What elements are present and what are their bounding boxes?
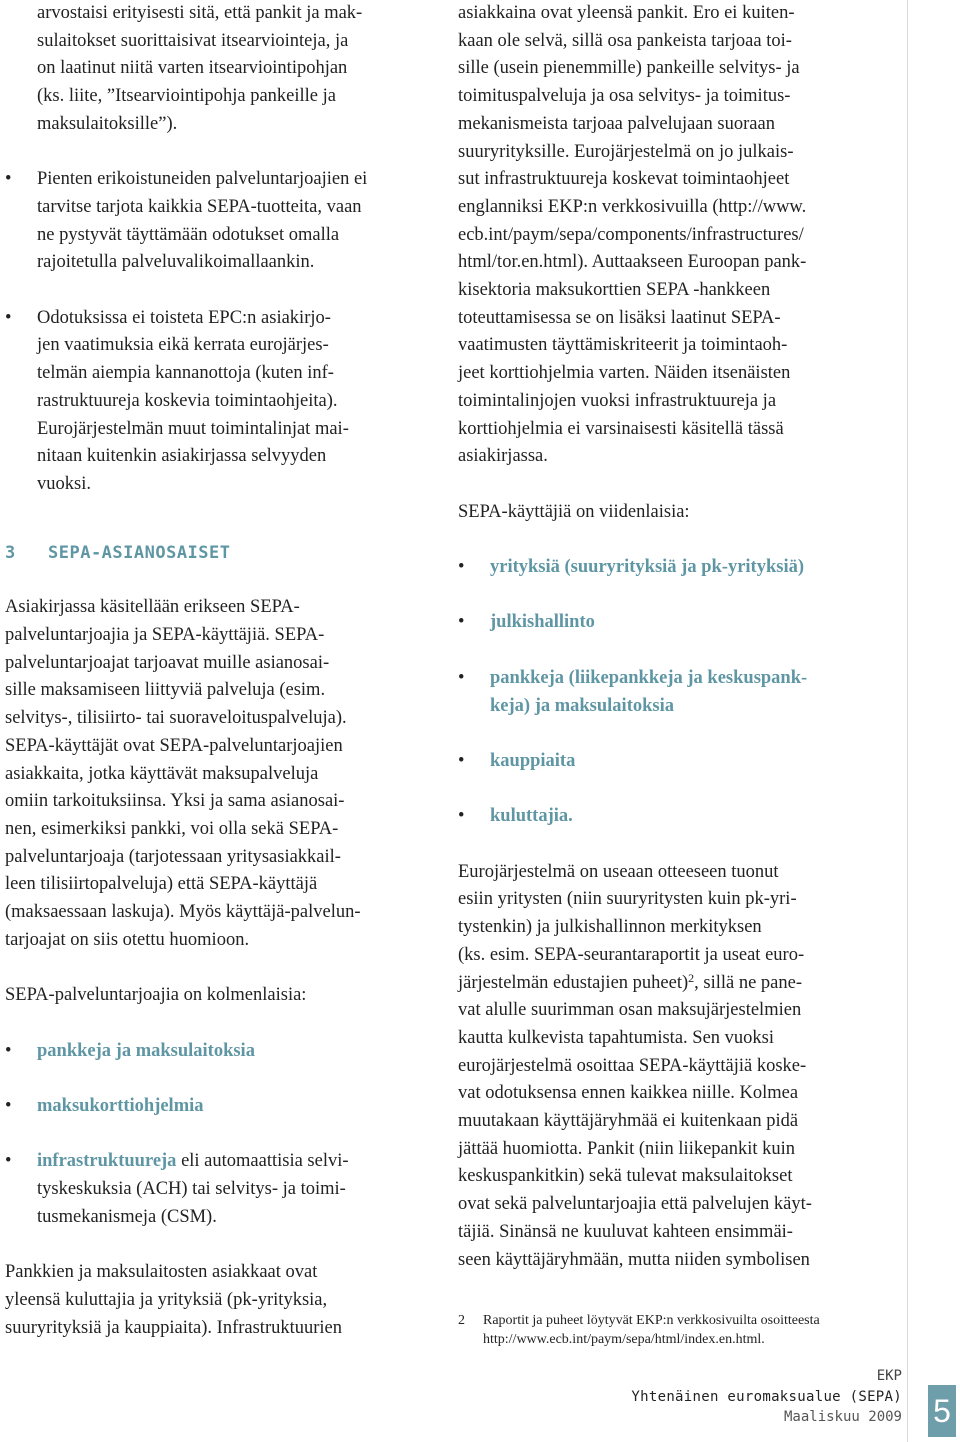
- paragraph-infrastructure-customers: [458, 0, 886, 471]
- text-line: ne pystyvät täyttämään odotukset omalla: [37, 224, 340, 245]
- text-line: mekanismeista tarjoaa palvelujaan suoraan: [458, 113, 775, 134]
- provider-description: eli automaattisia selvi-: [176, 1151, 349, 1172]
- provider-label: maksukorttiohjelmia: [37, 1095, 204, 1116]
- text-line: Odotuksissa ei toisteta EPC:n asiakirjo-: [37, 307, 331, 328]
- bullet-icon: •: [458, 750, 465, 771]
- section-title: SEPA-ASIANOSAISET: [48, 542, 231, 563]
- section-heading: [5, 540, 435, 568]
- text-line: esiin yritysten (niin suuryritysten kuin pk-yri-: [458, 889, 797, 910]
- footer-org: EKP: [876, 1368, 902, 1384]
- text-line: (ks. liite, ”Itsearviointipohja pankeille ja: [37, 86, 336, 107]
- text-line: telmän aiempia kannanottoja (kuten inf-: [37, 363, 334, 384]
- text-line: ecb.int/paym/sepa/components/infrastructures/: [458, 224, 804, 245]
- page-number: 5: [928, 1385, 956, 1437]
- footer-date: Maaliskuu 2009: [783, 1409, 902, 1425]
- text-line: toimintalinjojen vuoksi infrastruktuureja ja: [458, 390, 777, 411]
- text-line: vat alulle suurimman osan maksujärjestelmien: [458, 1000, 802, 1021]
- text-line: vuoksi.: [37, 473, 91, 494]
- provider-label: infrastruktuureja: [37, 1151, 177, 1172]
- text-line: sut infrastruktuureja koskevat toimintaohjeet: [458, 169, 790, 190]
- text-line: tystenkin) ja julkishallinnon merkityksen: [458, 917, 762, 938]
- text-line: muutakaan käyttäjäryhmää ei kuitenkaan pidä: [458, 1111, 799, 1132]
- text-line: seen käyttäjäryhmään, mutta niiden symbolisen: [458, 1249, 810, 1270]
- text-line: leen tilisiirtopalveluja) että SEPA-käyttäjä: [5, 874, 318, 895]
- section-number: 3: [5, 542, 16, 563]
- text-line: nitaan kuitenkin asiakirjassa selvyyden: [37, 446, 327, 467]
- user-label: keja) ja maksulaitoksia: [490, 695, 674, 716]
- text-line: (ks. esim. SEPA-seurantaraportit ja useat euro-: [458, 944, 805, 965]
- intro-continuation: [5, 0, 435, 139]
- bullet-icon: •: [458, 806, 465, 827]
- page-footer: [631, 1365, 902, 1427]
- text-line: tusmekanismeja (CSM).: [37, 1206, 217, 1227]
- provider-item-card-schemes: [5, 1093, 435, 1121]
- footnote-reference[interactable]: 2: [688, 970, 695, 985]
- user-item-public-administration: [458, 609, 886, 637]
- text-line: jättää huomiotta. Pankit (niin liikepankit kuin: [458, 1138, 796, 1159]
- provider-item-banks: [5, 1038, 435, 1066]
- text-line: tarjoajat on siis otettu huomioon.: [5, 929, 250, 950]
- column-divider: [907, 0, 908, 1442]
- text-line: selvitys-, tilisiirto- tai suoraveloituspalveluja).: [5, 708, 347, 729]
- users-intro: SEPA-käyttäjiä on viidenlaisia:: [458, 501, 690, 522]
- text-line: palveluntarjoaja (tarjotessaan yritysasiakkail-: [5, 846, 341, 867]
- text-line: suuryrityksille. Eurojärjestelmä on jo julkais-: [458, 141, 794, 162]
- footnote: [458, 1311, 886, 1349]
- text-line: eurojärjestelmä osoittaa SEPA-käyttäjiä koske-: [458, 1055, 807, 1076]
- bullet-icon: •: [5, 1151, 12, 1172]
- text-line: asiakirjassa.: [458, 446, 548, 467]
- paragraph-eurosystem-users: [458, 859, 886, 1275]
- providers-intro: SEPA-palveluntarjoajia on kolmenlaisia:: [5, 985, 307, 1006]
- text-line: Asiakirjassa käsitellään erikseen SEPA-: [5, 597, 300, 618]
- text-line: englanniksi EKP:n verkkosivuilla (http://www.: [458, 196, 807, 217]
- footnote-line: Raportit ja puheet löytyvät EKP:n verkkosivuilta osoitteesta: [483, 1313, 820, 1329]
- text-line: [37, 1148, 435, 1176]
- text-line: Pankkien ja maksulaitosten asiakkaat ovat: [5, 1262, 318, 1283]
- bullet-small-providers: [5, 166, 435, 277]
- text-line: jeet korttiohjelmia varten. Näiden itsenäisten: [458, 363, 791, 384]
- provider-label: pankkeja ja maksulaitoksia: [37, 1040, 255, 1061]
- text-fragment: järjestelmän edustajien puheet): [458, 972, 689, 993]
- text-line: maksulaitoksille”).: [37, 113, 178, 134]
- text-line: kisektoria maksukorttien SEPA -hankkeen: [458, 280, 771, 301]
- text-line: on laatinut niitä varten itsearviointipohjan: [37, 58, 348, 79]
- text-line: tyskeskuksia (ACH) tai selvitys- ja toimi-: [37, 1179, 346, 1200]
- text-line: täjiä. Sinänsä ne kuuluvat kahteen ensimmäi-: [458, 1221, 793, 1242]
- left-column: [5, 0, 435, 1342]
- text-line: sille maksamiseen liittyviä palveluja (esim.: [5, 680, 326, 701]
- user-item-banks: [458, 665, 886, 720]
- text-line: yleensä kuluttajia ja yrityksiä (pk-yrityksia,: [5, 1289, 328, 1310]
- paragraph-customers: [5, 1259, 435, 1342]
- text-line: toimituspalveluja ja osa selvitys- ja toimitus-: [458, 86, 791, 107]
- user-item-merchants: [458, 748, 886, 776]
- text-line: ovat sekä palveluntarjoajia että palvelujen käyt-: [458, 1194, 812, 1215]
- text-line: rastruktuureja koskevia toimintaohjeita).: [37, 390, 338, 411]
- text-line: vat odotuksensa ennen kaikkea niille. Kolmea: [458, 1083, 799, 1104]
- bullet-icon: •: [458, 557, 465, 578]
- text-line: palveluntarjoajia ja SEPA-käyttäjiä. SEPA-: [5, 625, 325, 646]
- bullet-icon: •: [458, 612, 465, 633]
- text-line: Pienten erikoistuneiden palveluntarjoajien ei: [37, 169, 368, 190]
- provider-item-infrastructures: [5, 1148, 435, 1231]
- text-line: asiakkaita, jotka käyttävät maksupalveluja: [5, 763, 319, 784]
- text-line: Eurojärjestelmän muut toimintalinjat mai-: [37, 418, 349, 439]
- text-line: (maksaessaan laskuja). Myös käyttäjä-palvelun-: [5, 902, 361, 923]
- text-line: [458, 970, 886, 998]
- text-line: palveluntarjoajat tarjoavat muille asianosai-: [5, 652, 330, 673]
- bullet-icon: •: [5, 1095, 12, 1116]
- footnote-link[interactable]: http://www.ecb.int/paym/sepa/html/index.en.html.: [483, 1332, 765, 1348]
- text-line: rajoitetulla palveluvalikoimallaankin.: [37, 252, 315, 273]
- text-line: kaan ole selvä, sillä osa pankeista tarjoaa toi-: [458, 30, 792, 51]
- text-line: jen vaatimuksia eikä kerrata eurojärjes-: [37, 335, 329, 356]
- bullet-icon: •: [5, 307, 12, 328]
- user-item-consumers: [458, 803, 886, 831]
- text-line: html/tor.en.html). Auttaakseen Euroopan pank-: [458, 252, 807, 273]
- bullet-icon: •: [5, 1040, 12, 1061]
- text-line: arvostaisi erityisesti sitä, että pankit ja mak-: [37, 3, 363, 23]
- text-line: tarvitse tarjota kaikkia SEPA-tuotteita, vaan: [37, 196, 362, 217]
- text-line: suuryrityksiä ja kauppiaita). Infrastruktuurien: [5, 1317, 343, 1338]
- text-line: sille (usein pienemmille) pankeille selvitys- ja: [458, 58, 800, 79]
- paragraph-stakeholders: [5, 594, 435, 954]
- text-line: kautta kulkevista tapahtumista. Sen vuoksi: [458, 1027, 774, 1048]
- footer-title: Yhtenäinen euromaksualue (SEPA): [631, 1389, 902, 1405]
- text-line: sulaitokset suorittaisivat itsearviointeja, ja: [37, 30, 349, 51]
- text-line: Eurojärjestelmä on useaan otteeseen tuonut: [458, 861, 779, 882]
- text-line: toteuttamisessa se on lisäksi laatinut SEPA-: [458, 307, 781, 328]
- text-line: vaatimusten täyttämiskriteerit ja toimintaoh-: [458, 335, 788, 356]
- text-line: omiin tarkoituksiinsa. Yksi ja sama asianosai-: [5, 791, 345, 812]
- user-label: pankkeja (liikepankkeja ja keskuspank-: [490, 667, 808, 688]
- text-line: nen, esimerkiksi pankki, voi olla sekä SEPA-: [5, 818, 339, 839]
- bullet-epc-requirements: [5, 305, 435, 499]
- right-column: [458, 0, 886, 1349]
- user-item-companies: [458, 554, 886, 582]
- text-line: keskuspankitkin) sekä tulevat maksulaitokset: [458, 1166, 793, 1187]
- footnote-number: 2: [458, 1313, 465, 1329]
- user-label: julkishallinto: [490, 612, 595, 633]
- text-line: korttiohjelmia ei varsinaisesti käsitellä tässä: [458, 418, 784, 439]
- text-line: SEPA-käyttäjät ovat SEPA-palveluntarjoajien: [5, 735, 343, 756]
- bullet-icon: •: [5, 169, 12, 190]
- user-label: yrityksiä (suuryrityksiä ja pk-yrityksiä): [490, 557, 805, 578]
- text-fragment: , sillä ne pane-: [694, 972, 803, 993]
- user-label: kauppiaita: [490, 750, 576, 771]
- bullet-icon: •: [458, 667, 465, 688]
- user-label: kuluttajia.: [490, 806, 573, 827]
- text-line: asiakkaina ovat yleensä pankit. Ero ei kuiten-: [458, 3, 795, 23]
